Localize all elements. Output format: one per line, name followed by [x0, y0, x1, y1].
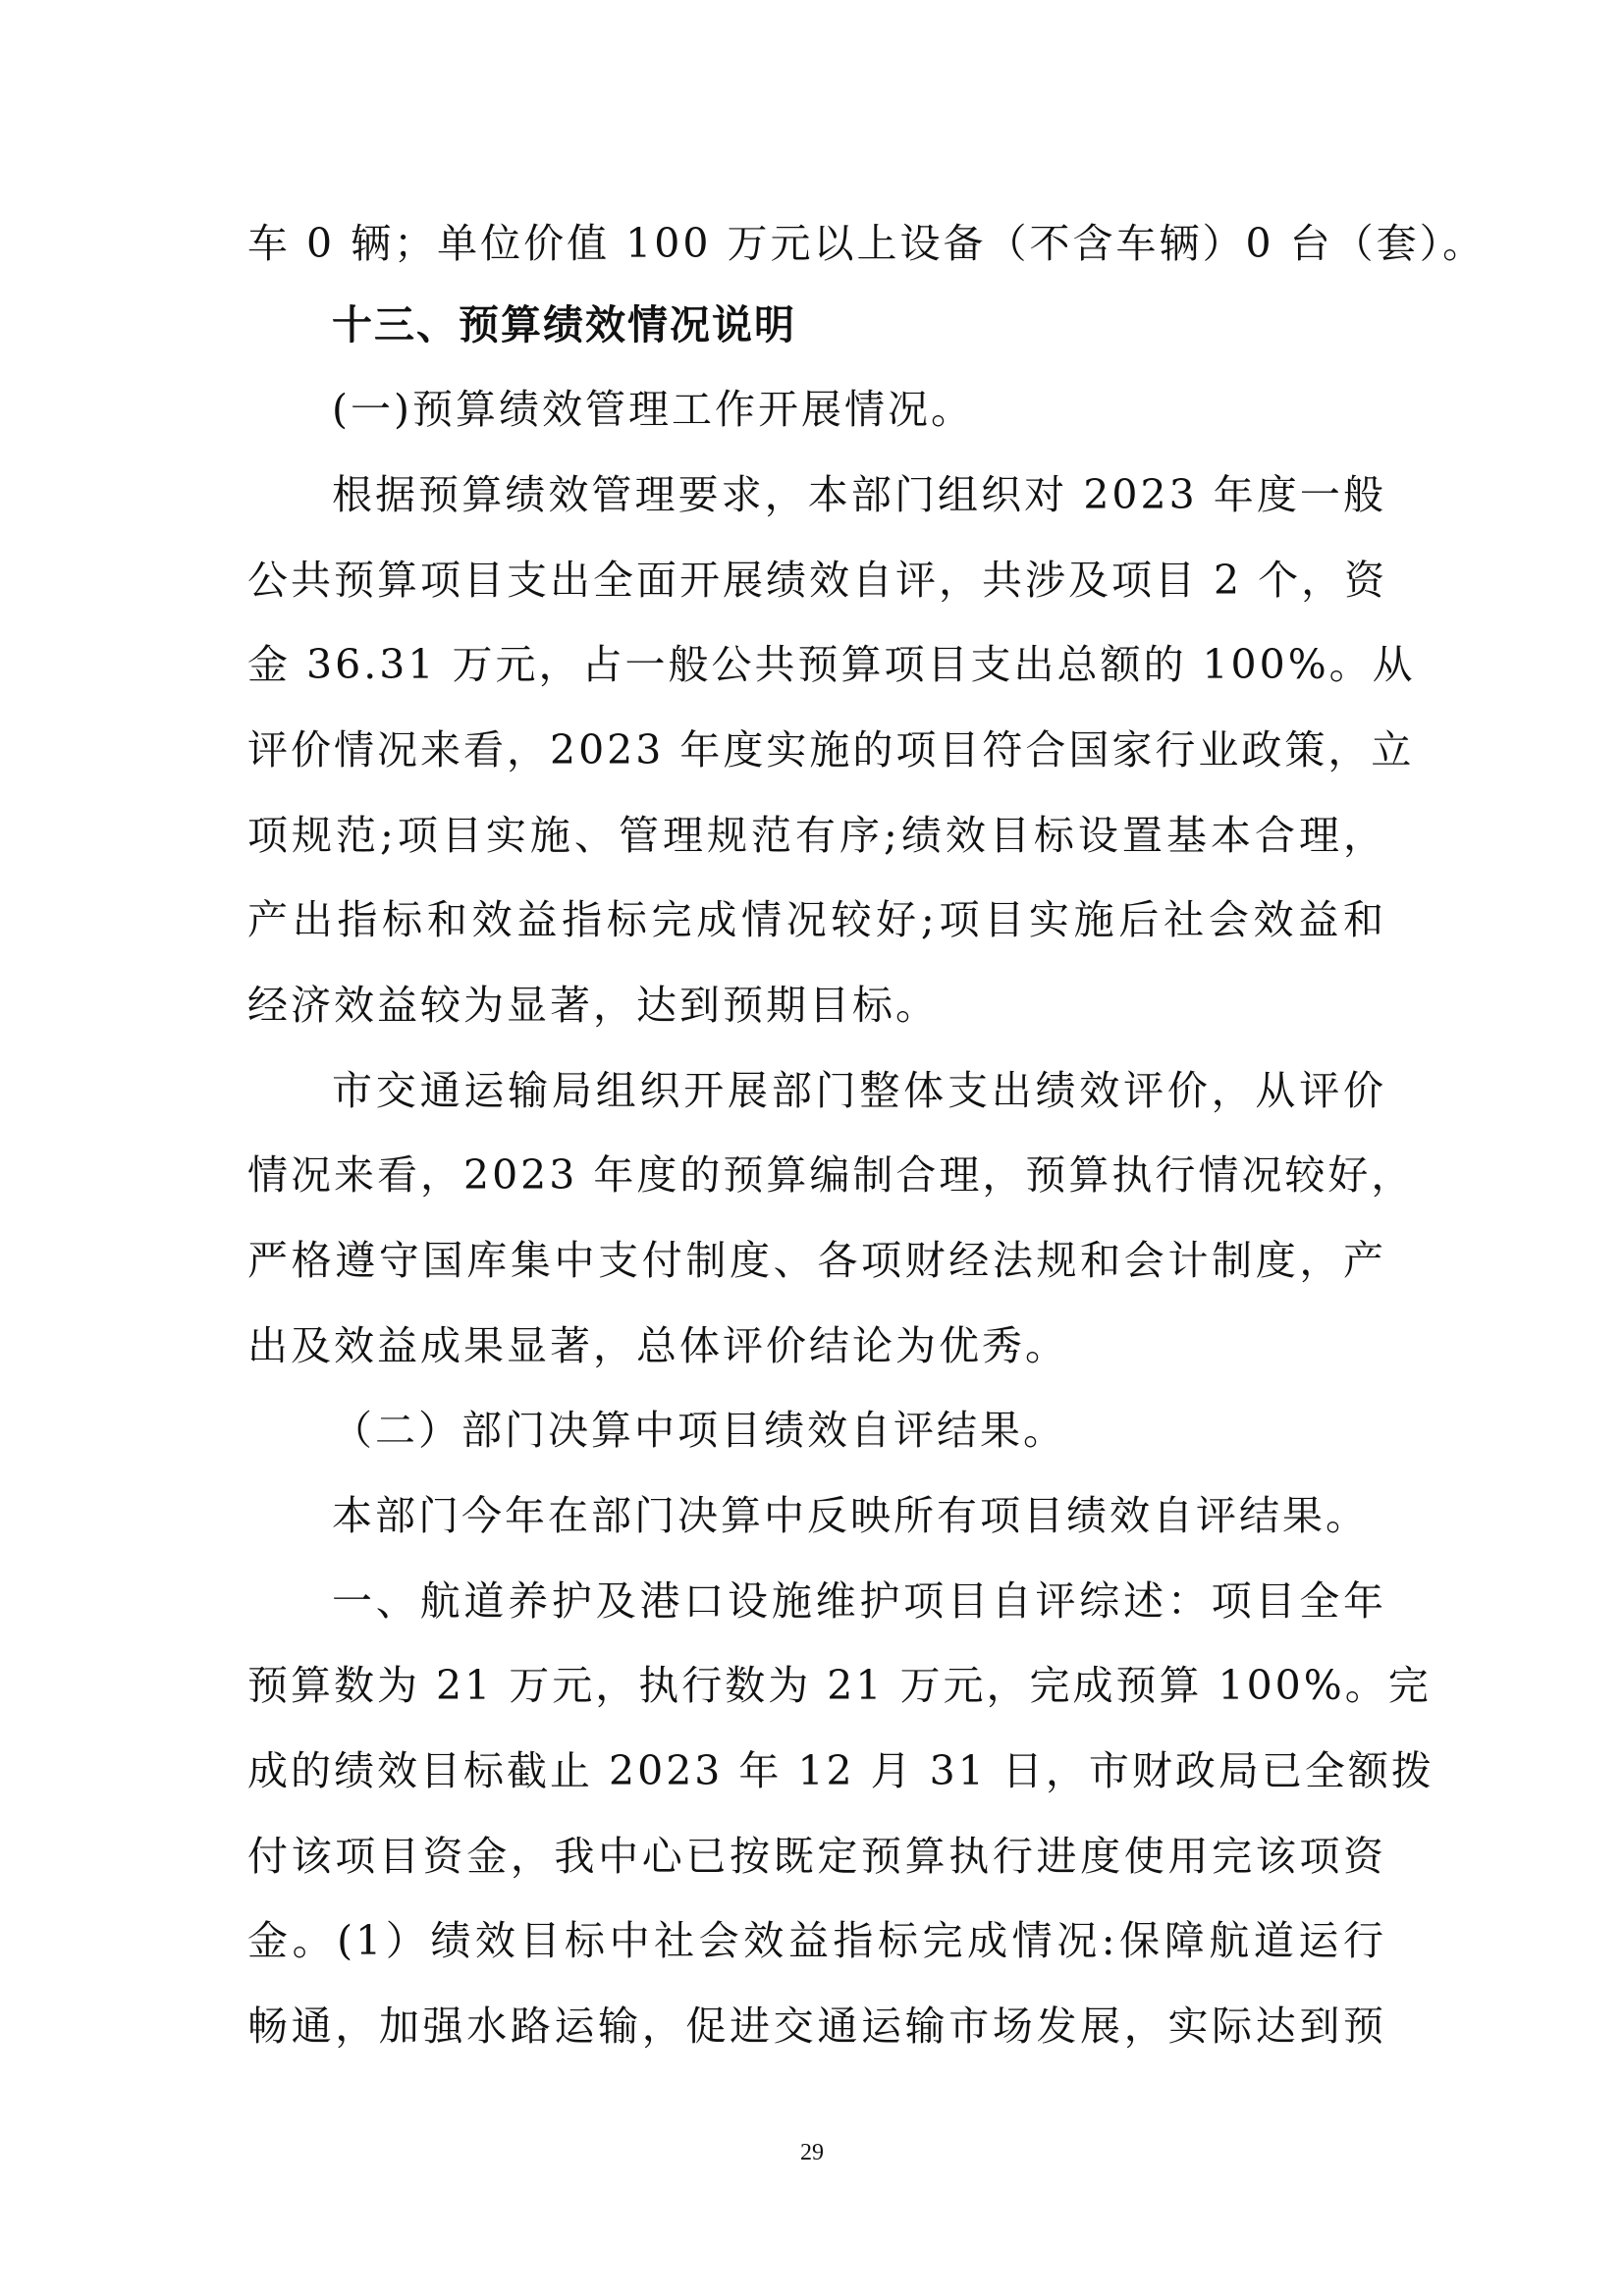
subsection-heading: (一)预算绩效管理工作开展情况。	[332, 386, 974, 433]
text-line: 金。(1）绩效目标中社会效益指标完成情况:保障航道运行	[247, 1917, 1386, 1964]
text-line: 付该项目资金，我中心已按既定预算执行进度使用完该项资	[247, 1833, 1386, 1880]
text-line: 一、航道养护及港口设施维护项目自评综述：项目全年	[332, 1577, 1386, 1625]
page-number: 29	[800, 2140, 824, 2165]
text-line: 经济效益较为显著，达到预期目标。	[247, 982, 939, 1029]
text-line: 车 0 辆；单位价值 100 万元以上设备（不含车辆）0 台（套）。	[247, 220, 1487, 267]
section-heading: 十三、预算绩效情况说明	[332, 301, 796, 348]
text-line: 产出指标和效益指标完成情况较好;项目实施后社会效益和	[247, 896, 1386, 943]
text-line: 市交通运输局组织开展部门整体支出绩效评价，从评价	[332, 1067, 1386, 1114]
text-line: 金 36.31 万元，占一般公共预算项目支出总额的 100%。从	[247, 641, 1416, 688]
text-line: 公共预算项目支出全面开展绩效自评，共涉及项目 2 个，资	[247, 557, 1388, 604]
text-line: 严格遵守国库集中支付制度、各项财经法规和会计制度，产	[247, 1237, 1386, 1284]
subsection-heading: （二）部门决算中项目绩效自评结果。	[332, 1407, 1066, 1454]
text-line: 评价情况来看，2023 年度实施的项目符合国家行业政策，立	[247, 726, 1415, 774]
text-line: 畅通，加强水路运输，促进交通运输市场发展，实际达到预	[247, 2002, 1386, 2050]
text-line: 根据预算绩效管理要求，本部门组织对 2023 年度一般	[332, 471, 1386, 518]
text-line: 情况来看，2023 年度的预算编制合理，预算执行情况较好，	[247, 1151, 1415, 1199]
text-line: 本部门今年在部门决算中反映所有项目绩效自评结果。	[332, 1492, 1369, 1539]
text-line: 预算数为 21 万元，执行数为 21 万元，完成预算 100%。完	[247, 1662, 1432, 1709]
text-line: 成的绩效目标截止 2023 年 12 月 31 日，市财政局已全额拨	[247, 1747, 1435, 1794]
text-line: 出及效益成果显著，总体评价结论为优秀。	[247, 1322, 1068, 1369]
text-line: 项规范;项目实施、管理规范有序;绩效目标设置基本合理，	[247, 812, 1386, 859]
